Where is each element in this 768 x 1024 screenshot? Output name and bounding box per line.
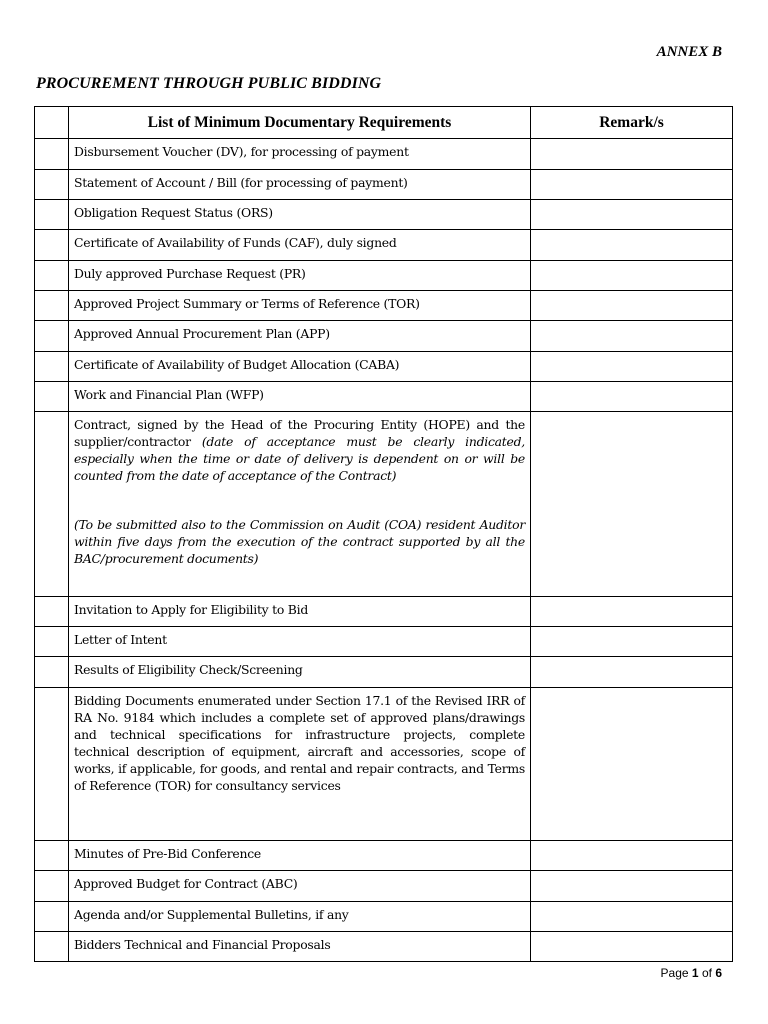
row-number-cell xyxy=(35,321,69,352)
requirement-cell xyxy=(69,382,531,412)
remark-cell xyxy=(531,688,733,841)
table-row xyxy=(35,321,733,352)
requirement-text: Approved Project Summary or Terms of Reference (TOR) xyxy=(74,296,420,311)
requirement-text: Approved Annual Procurement Plan (APP) xyxy=(74,326,330,341)
requirement-text: Disbursement Voucher (DV), for processing of payment xyxy=(74,144,409,159)
row-number-cell xyxy=(35,139,69,170)
requirement-text: Certificate of Availability of Funds (CAF), duly signed xyxy=(74,235,397,250)
requirement-cell xyxy=(69,597,531,627)
row-number-cell xyxy=(35,230,69,261)
remark-cell xyxy=(531,170,733,200)
remark-cell xyxy=(531,230,733,261)
remark-cell xyxy=(531,139,733,170)
requirement-text xyxy=(69,412,530,567)
requirement-text: Approved Budget for Contract (ABC) xyxy=(74,876,298,891)
requirement-cell xyxy=(69,139,531,170)
contract-note: (date of acceptance must be clearly indicated, especially when the time or date of delivery is dependent on or will be counted from the date of acceptance of the Contract) xyxy=(74,434,525,483)
remark-cell xyxy=(531,871,733,902)
page-number xyxy=(661,966,722,980)
requirement-text: Work and Financial Plan (WFP) xyxy=(74,387,264,402)
row-number-cell xyxy=(35,382,69,412)
table-row xyxy=(35,932,733,962)
requirements-column-header: List of Minimum Documentary Requirements xyxy=(69,107,531,139)
requirement-text: Statement of Account / Bill (for processing of payment) xyxy=(74,175,408,190)
row-number-cell xyxy=(35,932,69,962)
row-number-cell xyxy=(35,841,69,871)
requirement-text: Bidding Documents enumerated under Section 17.1 of the Revised IRR of RA No. 9184 which includes a complete set of approved plans/drawings and technical specifications for infrastructure projects, complete technical description of equipment, aircraft and accessories, scope of works, if applicable, for goods, and rental and repair contracts, and Terms of Reference (TOR) for consultancy services xyxy=(74,693,525,793)
number-column-header xyxy=(35,107,69,139)
requirement-text: Minutes of Pre-Bid Conference xyxy=(74,846,262,861)
remark-cell xyxy=(531,291,733,321)
remark-cell xyxy=(531,657,733,688)
requirement-text: Obligation Request Status (ORS) xyxy=(74,205,273,220)
table-row xyxy=(35,230,733,261)
requirement-cell xyxy=(69,627,531,657)
page-word: Page xyxy=(660,966,689,980)
requirement-cell xyxy=(69,291,531,321)
requirement-cell xyxy=(69,841,531,871)
row-number-cell xyxy=(35,627,69,657)
remark-cell xyxy=(531,261,733,291)
annex-label: ANNEX B xyxy=(656,44,722,60)
remark-cell xyxy=(531,200,733,230)
remark-cell xyxy=(531,412,733,597)
requirement-cell xyxy=(69,170,531,200)
requirement-cell xyxy=(69,902,531,932)
requirement-text: Invitation to Apply for Eligibility to Bid xyxy=(74,602,309,617)
requirement-cell xyxy=(69,412,531,597)
table-header-row xyxy=(35,107,733,139)
requirement-cell xyxy=(69,261,531,291)
row-number-cell xyxy=(35,291,69,321)
table-row xyxy=(35,841,733,871)
table-row xyxy=(35,139,733,170)
requirement-cell xyxy=(69,688,531,841)
document-title: PROCUREMENT THROUGH PUBLIC BIDDING xyxy=(36,75,382,92)
row-number-cell xyxy=(35,170,69,200)
requirement-cell xyxy=(69,321,531,352)
table-row xyxy=(35,688,733,841)
requirement-cell xyxy=(69,871,531,902)
total-pages: 6 xyxy=(715,966,722,980)
table-row xyxy=(35,902,733,932)
requirement-cell xyxy=(69,200,531,230)
requirements-table xyxy=(34,106,733,962)
row-number-cell xyxy=(35,902,69,932)
remarks-column-header: Remark/s xyxy=(531,107,733,139)
remark-cell xyxy=(531,382,733,412)
row-number-cell xyxy=(35,412,69,597)
remark-cell xyxy=(531,932,733,962)
table-row xyxy=(35,871,733,902)
table-row xyxy=(35,597,733,627)
requirement-cell xyxy=(69,657,531,688)
table-row xyxy=(35,200,733,230)
requirement-text: Duly approved Purchase Request (PR) xyxy=(74,266,306,281)
of-word: of xyxy=(701,966,712,980)
requirement-text: Agenda and/or Supplemental Bulletins, if any xyxy=(74,907,349,922)
row-number-cell xyxy=(35,200,69,230)
current-page: 1 xyxy=(691,966,699,980)
row-number-cell xyxy=(35,688,69,841)
table-row xyxy=(35,261,733,291)
table-row xyxy=(35,170,733,200)
requirement-text: Results of Eligibility Check/Screening xyxy=(74,662,303,677)
requirement-text: Certificate of Availability of Budget Allocation (CABA) xyxy=(74,357,400,372)
requirement-cell xyxy=(69,230,531,261)
table-row xyxy=(35,291,733,321)
row-number-cell xyxy=(35,261,69,291)
row-number-cell xyxy=(35,597,69,627)
table-row xyxy=(35,382,733,412)
remark-cell xyxy=(531,352,733,382)
remark-cell xyxy=(531,841,733,871)
remark-cell xyxy=(531,902,733,932)
remark-cell xyxy=(531,597,733,627)
row-number-cell xyxy=(35,352,69,382)
table-row xyxy=(35,627,733,657)
contract-submission-note: (To be submitted also to the Commission on Audit (COA) resident Auditor within five days from the execution of the contract supported by all the BAC/procurement documents) xyxy=(74,517,525,566)
requirement-cell xyxy=(69,352,531,382)
requirement-text: Bidders Technical and Financial Proposals xyxy=(74,937,331,952)
table-row xyxy=(35,657,733,688)
remark-cell xyxy=(531,627,733,657)
contract-text: Contract, signed by the Head of the Procuring Entity (HOPE) and the supplier/contractor xyxy=(74,417,525,449)
table-row xyxy=(35,352,733,382)
table-row xyxy=(35,412,733,597)
remark-cell xyxy=(531,321,733,352)
requirement-text: Letter of Intent xyxy=(74,632,167,647)
row-number-cell xyxy=(35,657,69,688)
requirement-cell xyxy=(69,932,531,962)
row-number-cell xyxy=(35,871,69,902)
